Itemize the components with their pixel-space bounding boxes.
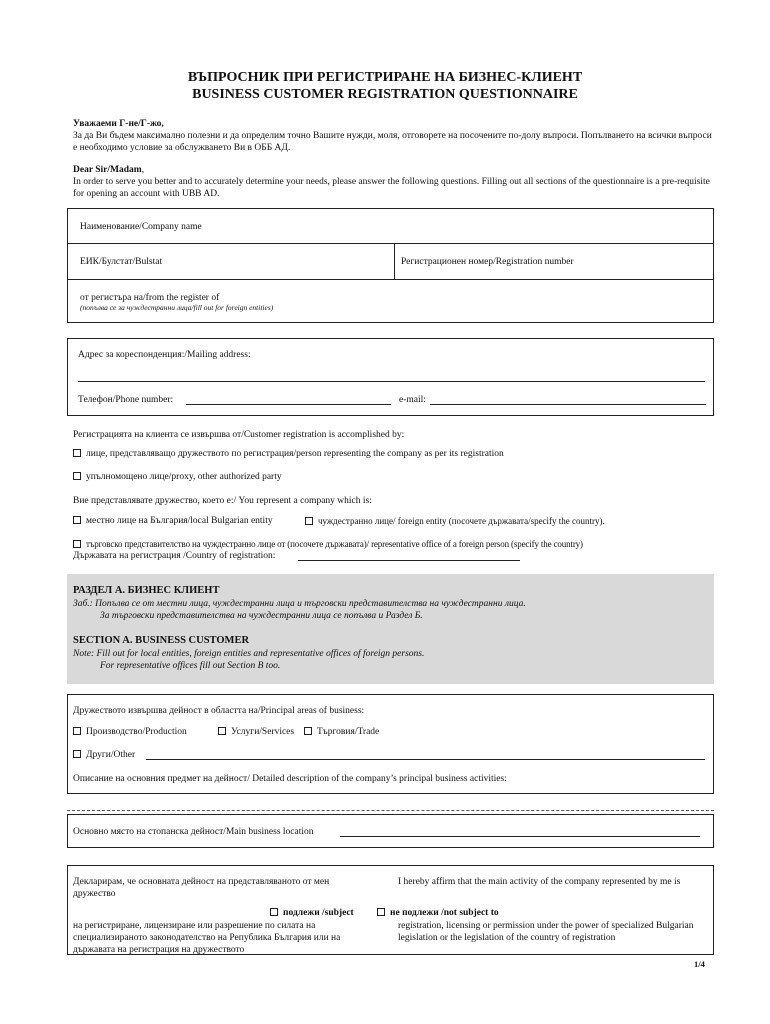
option-foreign[interactable]: чуждестранно лице/ foreign entity (посочете държавата/specify the country).: [305, 515, 605, 527]
phone-input-line[interactable]: [186, 404, 391, 405]
declaration-text-bg: на регистриране, лицензиране или разрешение по силата на специализираното законодателство на Република България или на държавата на регистрация на дружеството: [73, 921, 341, 955]
registration-number-label[interactable]: Регистрационен номер/Registration number: [401, 257, 574, 267]
mailing-address-label: Адрес за кореспонденция:/Mailing address:: [78, 350, 251, 360]
description-label: Описание на основния предмет на дейност/ Detailed description of the company’s principal business activities:: [73, 774, 507, 784]
country-input-line[interactable]: [298, 560, 520, 561]
checkbox[interactable]: [73, 516, 81, 524]
option-local[interactable]: местно лице на България/local Bulgarian entity: [73, 515, 273, 527]
checkbox[interactable]: [305, 517, 313, 525]
bulstat-label[interactable]: ЕИК/Булстат/Bulstat: [80, 257, 163, 267]
intro-text-en: In order to serve you better and to accurately determine your needs, please answer the following questions. Filling out all sections of the questionnaire is a pre-requisite for opening an account with UBB AD.: [73, 177, 710, 199]
checkbox[interactable]: [377, 908, 385, 916]
page-title-bg: ВЪПРОСНИК ПРИ РЕГИСТРИРАНЕ НА БИЗНЕС-КЛИЕНТ: [187, 70, 583, 85]
option-other[interactable]: Други/Other: [73, 749, 135, 761]
option-representative[interactable]: търговско представителство на чуждестранно лице от (посочете държавата)/ representative office of a foreign person (specify the country): [73, 538, 583, 550]
option-proxy[interactable]: упълномощено лице/proxy, other authorized party: [73, 471, 282, 483]
country-label: Държавата на регистрация /Country of registration:: [73, 551, 276, 561]
declare-en: I hereby affirm that the main activity of the company represented by me is: [398, 877, 681, 887]
option-not-subject[interactable]: не подлежи /not subject to: [377, 907, 499, 919]
page-title-en: BUSINESS CUSTOMER REGISTRATION QUESTIONNAIRE: [192, 87, 578, 102]
section-a-title-bg: РАЗДЕЛ А. БИЗНЕС КЛИЕНТ: [73, 585, 220, 596]
greeting-en: Dear Sir/Madam,: [73, 165, 145, 175]
option-person[interactable]: лице, представляващо дружеството по регистрация/person representing the company as per its registration: [73, 448, 504, 460]
checkbox[interactable]: [73, 472, 81, 480]
checkbox[interactable]: [270, 908, 278, 916]
checkbox[interactable]: [218, 727, 226, 735]
checkbox[interactable]: [73, 727, 81, 735]
section-a-note-en-2: For representative offices fill out Section B too.: [100, 661, 281, 671]
option-services[interactable]: Услуги/Services: [218, 726, 294, 738]
divider: [67, 243, 714, 244]
section-a-note-bg-1: Заб.: Попълва се от местни лица, чуждестранни лица и търговски представителства на чуждестранни лица.: [73, 599, 526, 609]
registration-by-label: Регистрацията на клиента се извършва от/Customer registration is accomplished by:: [73, 430, 405, 440]
principal-areas-label: Дружеството извършва дейност в областта на/Principal areas of business:: [73, 706, 365, 716]
email-label: e-mail:: [399, 395, 426, 405]
section-a-title-en: SECTION A. BUSINESS CUSTOMER: [73, 635, 250, 646]
divider: [394, 243, 395, 279]
option-production[interactable]: Производство/Production: [73, 726, 187, 738]
register-label[interactable]: от регистъра на/from the register of: [80, 293, 220, 303]
declaration-text-en: registration, licensing or permission under the power of specialized Bulgarian legislation or the legislation of the country of registration: [398, 921, 694, 943]
divider: [67, 279, 714, 280]
declare-bg: Декларирам, че основната дейност на представляваното от мен дружество: [73, 877, 330, 899]
greeting-bg: Уважаеми Г-не/Г-жо,: [73, 119, 164, 129]
option-trade[interactable]: Търговия/Trade: [304, 726, 379, 738]
section-a-note-bg-2: За търговски представителства на чуждестранни лица се попълва и Раздел Б.: [100, 611, 423, 621]
register-note: (попълва се за чуждестранни лица/fill out for foreign entities): [80, 303, 274, 312]
phone-label: Телефон/Phone number:: [78, 395, 174, 405]
option-subject[interactable]: подлежи /subject: [270, 907, 354, 919]
other-input-line[interactable]: [146, 759, 705, 760]
checkbox[interactable]: [73, 750, 81, 758]
checkbox[interactable]: [73, 540, 81, 548]
divider: [67, 810, 714, 811]
email-input-line[interactable]: [430, 404, 706, 405]
page-number: 1/4: [694, 959, 705, 969]
company-name-label[interactable]: Наименование/Company name: [80, 222, 202, 232]
checkbox[interactable]: [304, 727, 312, 735]
mailing-address-line[interactable]: [78, 381, 705, 382]
main-location-label: Основно място на стопанска дейност/Main business location: [73, 827, 314, 837]
section-a-note-en-1: Note: Fill out for local entities, foreign entities and representative offices of foreign persons.: [73, 649, 425, 659]
intro-text-bg: За да Ви бъдем максимално полезни и да определим точно Вашите нужди, моля, отговорете на посочените по-долу въпроси. Попълването на всички въпроси е необходимо условие за обслужването Ви в ОББ АД.: [73, 131, 712, 153]
main-location-input-line[interactable]: [340, 836, 700, 837]
checkbox[interactable]: [73, 449, 81, 457]
represent-label: Вие представлявате дружество, което е:/ You represent a company which is:: [73, 496, 372, 506]
